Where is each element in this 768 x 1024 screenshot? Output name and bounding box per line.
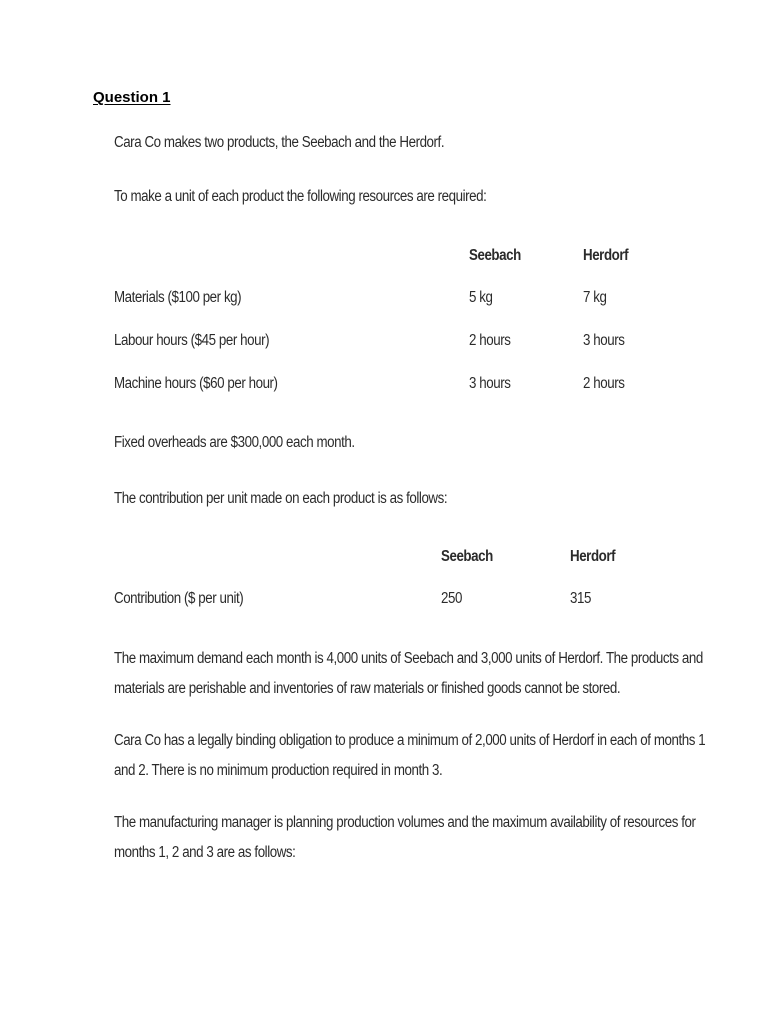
question-heading: Question 1 [93, 89, 171, 106]
demand-line-1: The maximum demand each month is 4,000 units of Seebach and 3,000 units of Herdorf. The products and [114, 650, 703, 667]
manager-line-2: months 1, 2 and 3 are as follows: [114, 844, 296, 861]
row-label-contribution: Contribution ($ per unit) [114, 590, 244, 607]
resources-intro-text: To make a unit of each product the following resources are required: [114, 188, 487, 205]
machine-seebach: 3 hours [469, 375, 511, 392]
contribution-header-herdorf: Herdorf [570, 548, 616, 565]
intro-text: Cara Co makes two products, the Seebach and the Herdorf. [114, 134, 445, 151]
manager-line-1: The manufacturing manager is planning production volumes and the maximum availability of resources for [114, 814, 696, 831]
materials-herdorf: 7 kg [583, 289, 607, 306]
labour-seebach: 2 hours [469, 332, 511, 349]
demand-paragraph [114, 644, 703, 704]
row-label-labour: Labour hours ($45 per hour) [114, 332, 270, 349]
materials-seebach: 5 kg [469, 289, 493, 306]
demand-line-2: materials are perishable and inventories of raw materials or finished goods cannot be stored. [114, 680, 621, 697]
resources-header-herdorf: Herdorf [583, 247, 629, 264]
machine-herdorf: 2 hours [583, 375, 625, 392]
contribution-intro-text: The contribution per unit made on each product is as follows: [114, 490, 448, 507]
obligation-line-2: and 2. There is no minimum production required in month 3. [114, 762, 443, 779]
row-label-materials: Materials ($100 per kg) [114, 289, 242, 306]
row-label-machine: Machine hours ($60 per hour) [114, 375, 278, 392]
contribution-header-seebach: Seebach [441, 548, 493, 565]
labour-herdorf: 3 hours [583, 332, 625, 349]
obligation-paragraph [114, 726, 705, 786]
manager-paragraph [114, 808, 695, 868]
contribution-herdorf: 315 [570, 590, 591, 607]
obligation-line-1: Cara Co has a legally binding obligation to produce a minimum of 2,000 units of Herdorf in each of months 1 [114, 732, 706, 749]
resources-header-seebach: Seebach [469, 247, 521, 264]
fixed-overheads-text: Fixed overheads are $300,000 each month. [114, 434, 355, 451]
contribution-seebach: 250 [441, 590, 462, 607]
